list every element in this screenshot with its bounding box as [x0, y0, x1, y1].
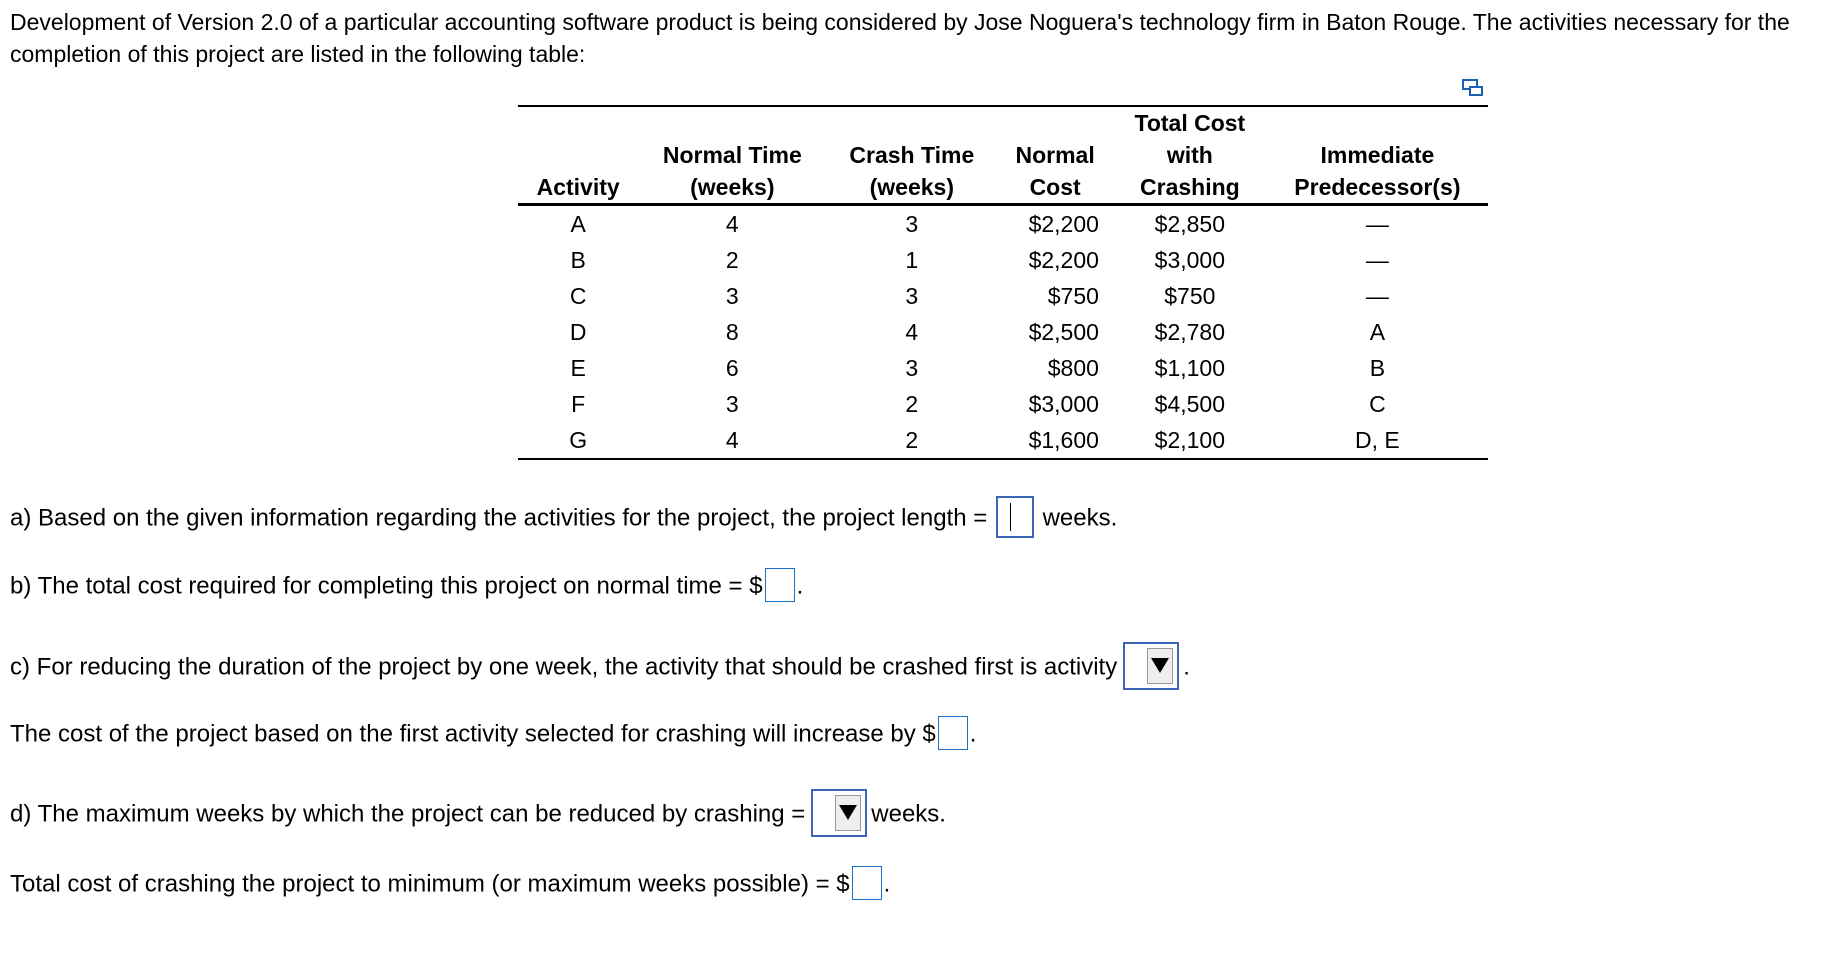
cell-normal-time: 6: [725, 354, 739, 381]
max-weeks-reduction-select[interactable]: [811, 789, 867, 837]
cell-total-cost: $2,780: [1154, 318, 1226, 345]
cell-activity: F: [571, 390, 586, 417]
table-row: [518, 386, 1488, 422]
question-d-unit: weeks.: [871, 800, 946, 828]
cell-crash-time: 1: [905, 246, 919, 273]
cell-predecessors: —: [1365, 246, 1389, 273]
cell-activity: D: [569, 318, 587, 345]
question-c2-text: The cost of the project based on the first activity selected for crashing will increase by $: [10, 720, 936, 748]
question-c-end: .: [1183, 653, 1190, 681]
question-d: [10, 789, 946, 841]
cell-crash-time: 2: [826, 422, 997, 459]
first-crash-activity-select[interactable]: [1123, 642, 1179, 690]
cell-activity: E: [570, 354, 586, 381]
cell-predecessors: —: [1365, 282, 1389, 309]
cell-total-cost: $1,100: [1154, 354, 1226, 381]
dropdown-arrow-button[interactable]: [835, 795, 861, 831]
cell-activity: B: [570, 246, 586, 273]
dropdown-arrow-button[interactable]: [1147, 648, 1173, 684]
cell-normal-cost: $750: [1047, 282, 1099, 309]
cell-normal-cost: $1,600: [997, 422, 1113, 459]
cell-normal-cost: $800: [1047, 354, 1099, 381]
header-total-cost: Total Cost with Crashing: [1113, 106, 1267, 205]
question-c2: [10, 716, 976, 754]
normal-cost-input[interactable]: [765, 568, 795, 602]
cell-predecessors: B: [1369, 354, 1386, 381]
question-b-text: b) The total cost required for completing this project on normal time = $: [10, 572, 763, 600]
cell-crash-time: 3: [905, 282, 919, 309]
cell-normal-time: 4: [725, 210, 739, 237]
cell-activity: G: [518, 422, 638, 459]
cell-crash-time: 3: [905, 354, 919, 381]
cell-predecessors: A: [1369, 318, 1386, 345]
problem-intro: Development of Version 2.0 of a particular accounting software product is being considered by Jose Noguera's technology firm in Baton Rouge. The activities necessary for the completion of this project are listed in the following table:: [10, 9, 1790, 67]
cell-predecessors: C: [1369, 390, 1386, 417]
text-caret: [1010, 503, 1011, 531]
header-crash-time: Crash Time (weeks): [826, 106, 997, 205]
question-c2-end: .: [969, 720, 977, 748]
question-a: [10, 496, 1117, 542]
activities-table: [518, 105, 1488, 460]
question-b-end: .: [796, 572, 804, 600]
header-predecessors: Immediate Predecessor(s): [1267, 106, 1488, 205]
cell-normal-cost: $2,200: [1028, 210, 1099, 237]
header-normal-time: Normal Time (weeks): [638, 106, 826, 205]
cell-total-cost: $2,850: [1154, 210, 1226, 237]
total-crash-cost-input[interactable]: [852, 866, 882, 900]
question-d2-text: Total cost of crashing the project to minimum (or maximum weeks possible) = $: [10, 870, 850, 898]
question-a-text: a) Based on the given information regarding the activities for the project, the project length =: [10, 504, 988, 532]
cell-total-cost: $4,500: [1154, 390, 1226, 417]
cell-normal-cost: $2,500: [1028, 318, 1099, 345]
question-c: [10, 642, 1190, 694]
question-d2-end: .: [883, 870, 891, 898]
table-row: [518, 422, 1488, 459]
question-a-unit: weeks.: [1042, 504, 1118, 532]
cell-normal-time: 8: [725, 318, 739, 345]
cell-normal-time: 4: [638, 422, 826, 459]
question-b: [10, 568, 803, 606]
copy-table-icon[interactable]: [1462, 79, 1484, 97]
question-d-text: d) The maximum weeks by which the project can be reduced by crashing =: [10, 800, 806, 828]
cell-activity: C: [569, 282, 587, 309]
cell-normal-time: 2: [725, 246, 739, 273]
cell-normal-time: 3: [725, 390, 739, 417]
table-header-row: [518, 106, 1488, 205]
cell-total-cost: $3,000: [1154, 246, 1226, 273]
chevron-down-icon: [1151, 658, 1169, 673]
cell-predecessors: —: [1365, 210, 1389, 237]
cell-total-cost: $2,100: [1113, 422, 1267, 459]
table-row: [518, 350, 1488, 386]
cell-normal-time: 3: [725, 282, 739, 309]
table-row: [518, 314, 1488, 350]
table-row: [518, 278, 1488, 314]
cell-crash-time: 2: [905, 390, 919, 417]
header-normal-cost: Normal Cost: [997, 106, 1113, 205]
project-length-input[interactable]: [996, 496, 1034, 538]
cell-normal-cost: $3,000: [1028, 390, 1099, 417]
cell-activity: A: [570, 210, 586, 237]
cell-normal-cost: $2,200: [1028, 246, 1099, 273]
crash-cost-increase-input[interactable]: [938, 716, 968, 750]
question-d2: [10, 866, 890, 904]
cell-predecessors: D, E: [1267, 422, 1488, 459]
cell-total-cost: $750: [1164, 282, 1216, 309]
table-row: [518, 205, 1488, 243]
cell-crash-time: 3: [905, 210, 919, 237]
table-row: [518, 242, 1488, 278]
question-c-text: c) For reducing the duration of the project by one week, the activity that should be crashed first is activity: [10, 653, 1118, 681]
header-activity: Activity: [518, 106, 638, 205]
chevron-down-icon: [839, 805, 857, 820]
cell-crash-time: 4: [905, 318, 919, 345]
